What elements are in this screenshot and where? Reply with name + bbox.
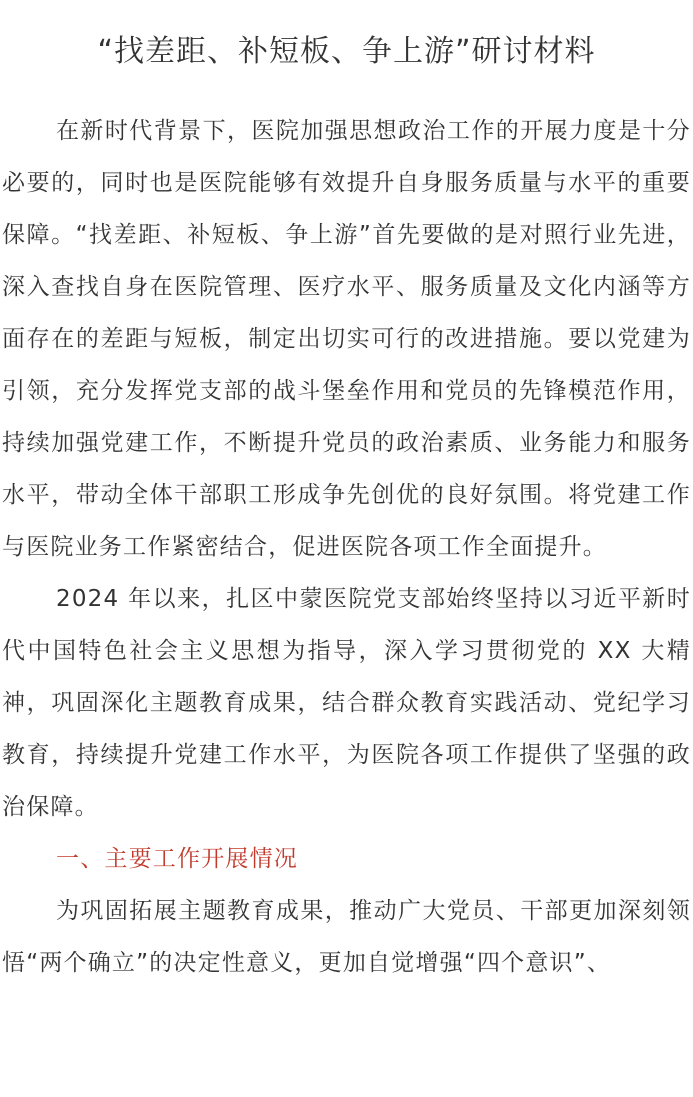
document-title: “找差距、补短板、争上游”研讨材料 (97, 34, 596, 69)
document-body (2, 105, 691, 989)
paragraph-intro: 在新时代背景下，医院加强思想政治工作的开展力度是十分必要的，同时也是医院能够有效提升自身服务质量与水平的重要保障。“找差距、补短板、争上游”首先要做的是对照行业先进，深入查找自身在医院管理、医疗水平、服务质量及文化内涵等方面存在的差距与短板，制定出切实可行的改进措施。要以党建为引领，充分发挥党支部的战斗堡垒作用和党员的先锋模范作用，持续加强党建工作，不断提升党员的政治素质、业务能力和服务水平，带动全体干部职工形成争先创优的良好氛围。将党建工作与医院业务工作紧密结合，促进医院各项工作全面提升。 (2, 118, 691, 560)
section-heading: 一、主要工作开展情况 (56, 846, 298, 872)
paragraph-section-1: 为巩固拓展主题教育成果，推动广大党员、干部更加深刻领悟“两个确立”的决定性意义，更加自觉增强“四个意识”、 (2, 898, 691, 976)
paragraph-background: 2024 年以来，扎区中蒙医院党支部始终坚持以习近平新时代中国特色社会主义思想为指导，深入学习贯彻党的 XX 大精神，巩固深化主题教育成果，结合群众教育实践活动、党纪学习教育，持续提升党建工作水平，为医院各项工作提供了坚强的政治保障。 (2, 586, 691, 820)
